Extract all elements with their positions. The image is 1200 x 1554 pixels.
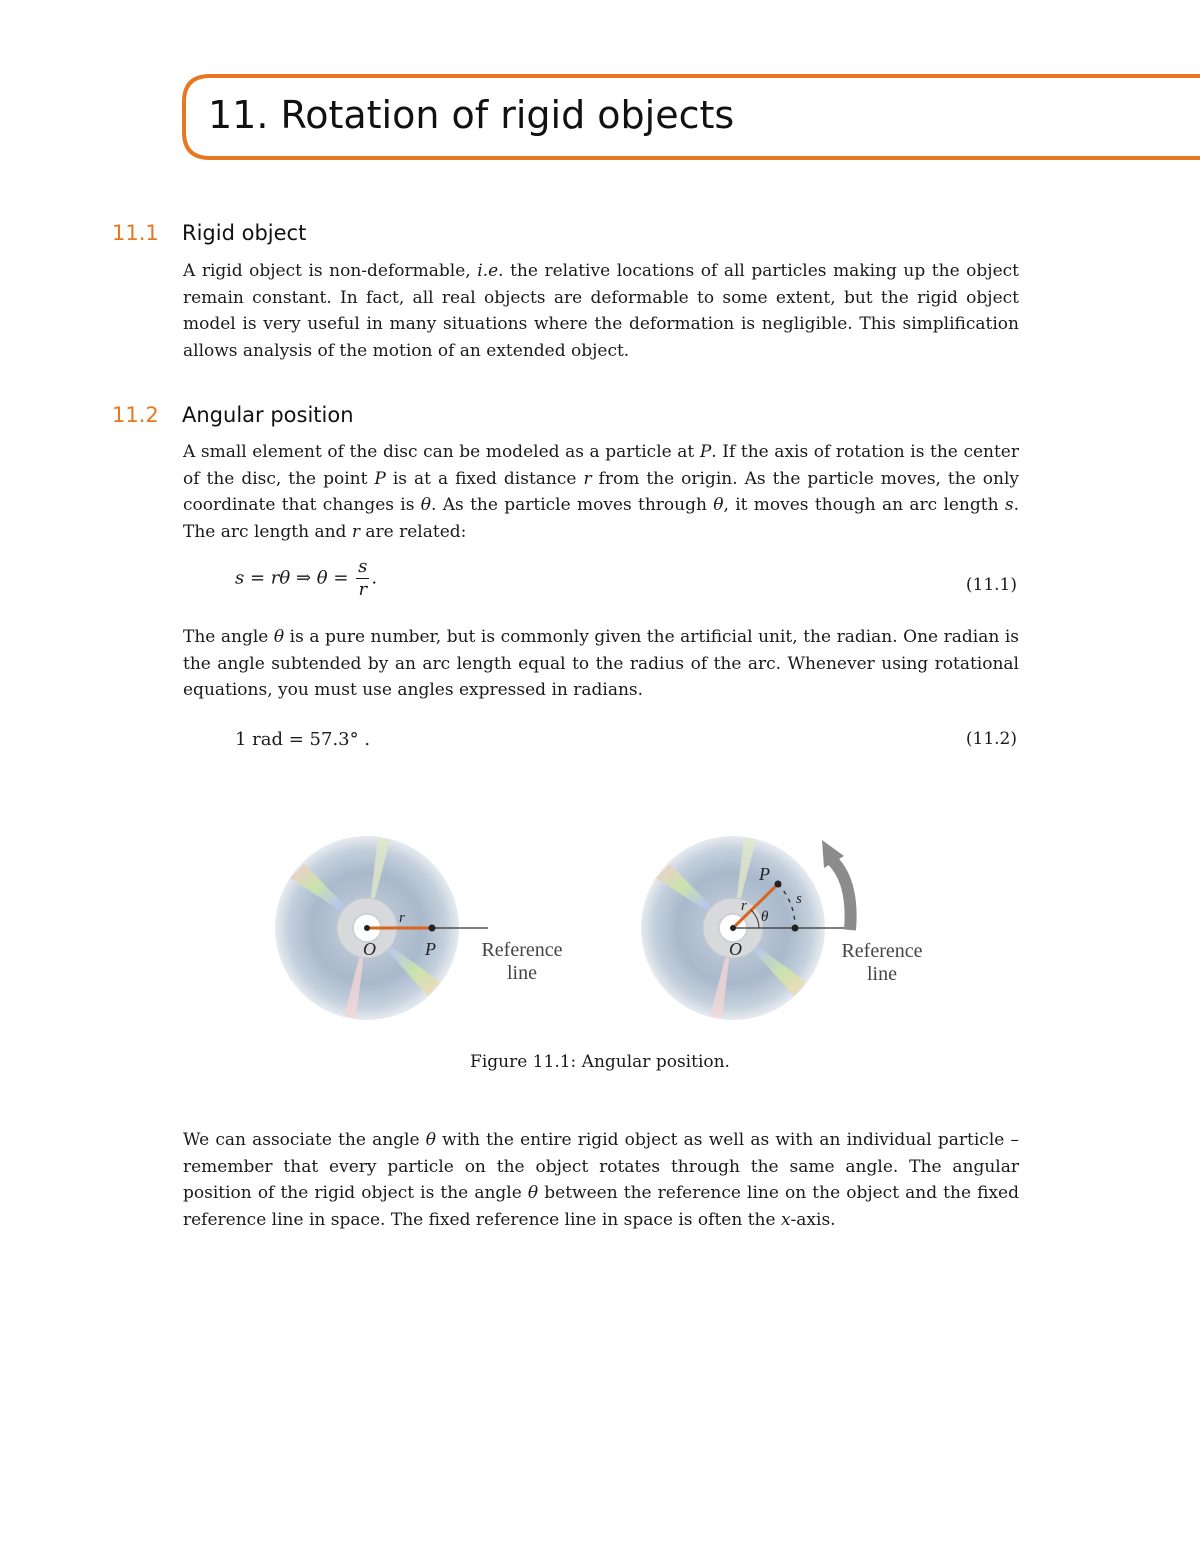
section-heading-angular-position bbox=[112, 401, 354, 429]
disc-left bbox=[275, 836, 563, 1020]
disc-right bbox=[641, 836, 923, 1020]
fraction: $\frac{s}{r}$ bbox=[358, 556, 368, 600]
section-title: Rigid object bbox=[182, 221, 307, 245]
paragraph-angular-position-intro: A small element of the disc can be modeled as a particle at P. If the axis of rotation is the center of the disc, the point P is at a fixed distance r from the origin. As the particle moves, the only coordinate that changes is θ. As the particle moves through θ, it moves though an arc length s. The arc length and r are related: bbox=[183, 442, 1019, 542]
label-point-p: P bbox=[425, 939, 436, 959]
equation-number: (11.2) bbox=[965, 729, 1017, 749]
label-radius: r bbox=[399, 910, 405, 926]
label-reference-line-2: line bbox=[507, 962, 537, 984]
label-arc-length: s bbox=[796, 891, 802, 907]
paragraph-rigid-object: A rigid object is non-deformable, i.e. the relative locations of all particles making up the object remain constant. In fact, all real objects are deformable to some extent, but the rigid object model is very useful in many situations where the deformation is negligible. This simplification allows analysis of the motion of an extended object. bbox=[183, 261, 1019, 361]
label-radius: r bbox=[741, 898, 747, 914]
label-origin: O bbox=[729, 939, 742, 959]
label-reference-line: Reference bbox=[841, 940, 923, 962]
label-reference-line-2: line bbox=[867, 963, 897, 985]
label-reference-line: Reference bbox=[481, 939, 563, 961]
equation-arc-length: s = rθ ⇒ θ = $\frac{s}{r}$ . bbox=[235, 556, 378, 600]
section-title: Angular position bbox=[182, 403, 354, 427]
paragraph-closing: We can associate the angle θ with the entire rigid object as well as with an individual particle – remember that every particle on the object rotates through the same angle. The angular position of the rigid object is the angle θ between the reference line on the object and the fixed reference line in space. The fixed reference line in space is often the x-axis. bbox=[183, 1130, 1019, 1230]
figure-caption: Figure 11.1: Angular position. bbox=[470, 1052, 730, 1072]
figure-angular-position bbox=[270, 830, 950, 1030]
label-origin: O bbox=[363, 939, 376, 959]
chapter-title: 11. Rotation of rigid objects bbox=[208, 93, 735, 137]
section-number: 11.1 bbox=[112, 221, 159, 245]
section-heading-rigid-object bbox=[112, 219, 306, 247]
paragraph-radian: The angle θ is a pure number, but is commonly given the artificial unit, the radian. One radian is the angle subtended by an arc length equal to the radius of the arc. Whenever using rotational equations, you must use angles expressed in radians. bbox=[183, 627, 1019, 700]
rotation-arrow-icon bbox=[822, 840, 851, 930]
equation-number: (11.1) bbox=[965, 575, 1017, 595]
label-point-p: P bbox=[759, 864, 770, 884]
section-number: 11.2 bbox=[112, 403, 159, 427]
label-theta: θ bbox=[761, 909, 769, 925]
equation-radian-degrees: 1 rad = 57.3° . bbox=[235, 729, 371, 750]
